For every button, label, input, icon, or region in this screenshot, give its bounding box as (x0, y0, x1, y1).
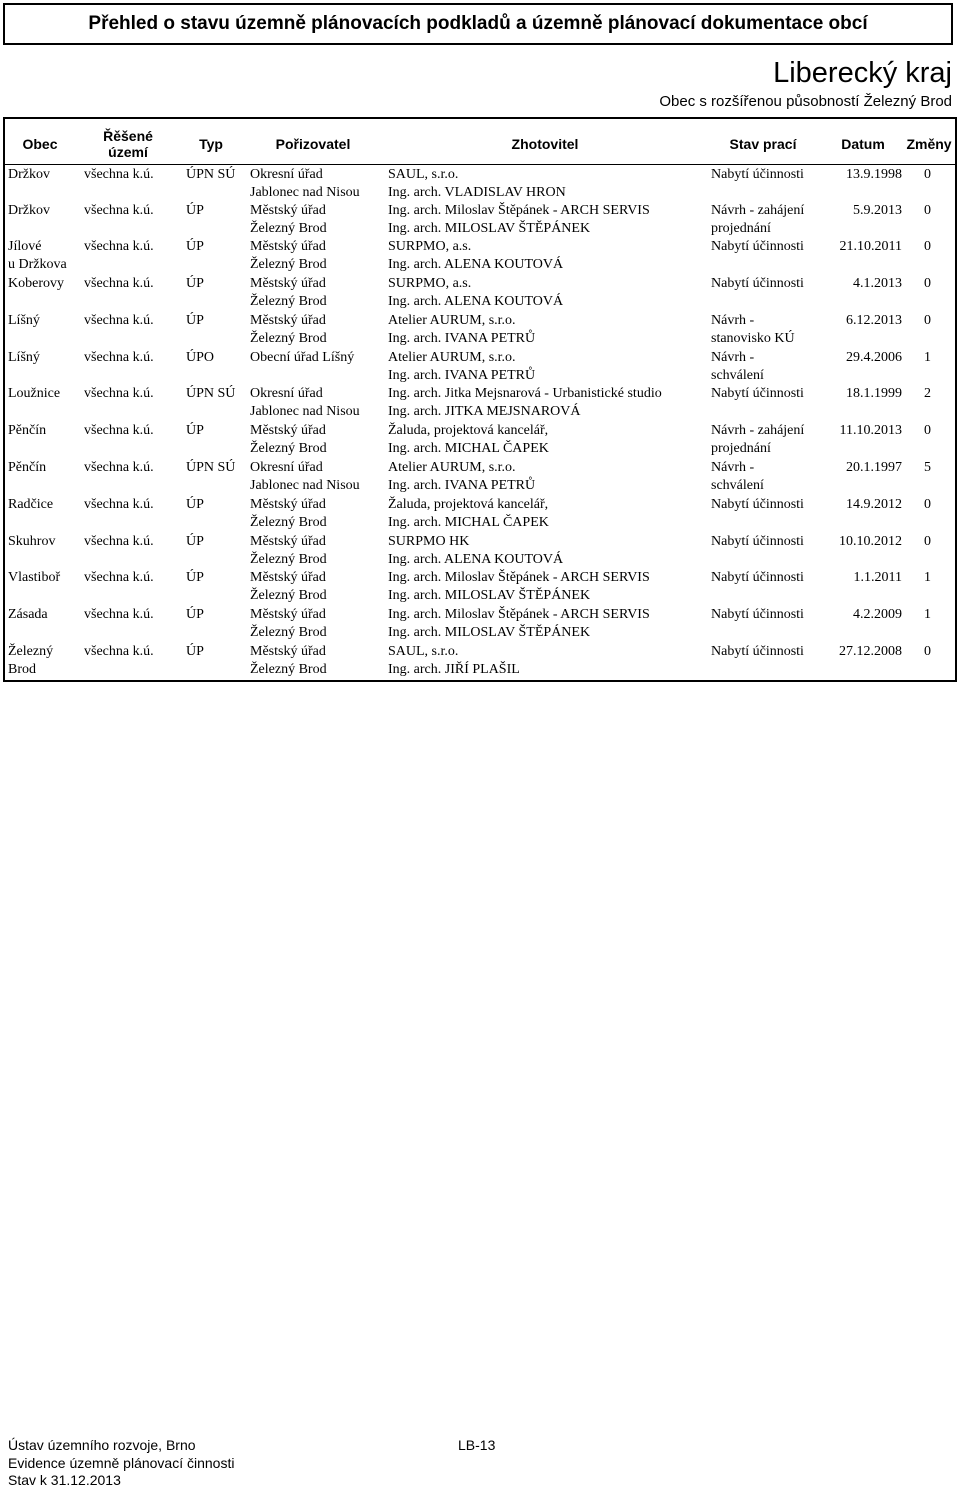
cell-datum: 10.10.2012 (839, 534, 902, 549)
cell-obec: Loužnice (8, 386, 61, 401)
cell-obec: Držkov (8, 203, 50, 218)
cell-typ: ÚP (186, 276, 204, 291)
cell-zhotovitel: SAUL, s.r.o. (388, 644, 459, 659)
footer-date: Stav k 31.12.2013 (8, 1472, 121, 1488)
cell-zhotovitel-line2: Ing. arch. MICHAL ČAPEK (388, 441, 549, 456)
table-row (5, 643, 955, 679)
cell-stav: Nabytí účinnosti (711, 644, 804, 659)
cell-zhotovitel-line2: Ing. arch. IVANA PETRŮ (388, 368, 536, 383)
table-row (5, 202, 955, 238)
cell-datum: 21.10.2011 (839, 239, 902, 254)
cell-porizovatel: Městský úřad (250, 534, 326, 549)
cell-datum: 18.1.1999 (846, 386, 902, 401)
subregion-heading: Obec s rozšířenou působností Železný Brod (659, 93, 952, 110)
cell-stav: Nabytí účinnosti (711, 239, 804, 254)
cell-obec: Líšný (8, 350, 40, 365)
cell-uzemi: všechna k.ú. (84, 534, 154, 549)
cell-zmeny: 0 (924, 203, 931, 218)
header-zhotovitel: Zhotovitel (511, 136, 579, 152)
cell-zhotovitel-line2: Ing. arch. ALENA KOUTOVÁ (388, 294, 564, 309)
cell-porizovatel: Městský úřad (250, 239, 326, 254)
cell-datum: 1.1.2011 (853, 570, 902, 585)
cell-datum: 20.1.1997 (846, 460, 902, 475)
header-uzemi (78, 124, 178, 164)
table-row (5, 385, 955, 421)
cell-obec: Pěnčín (8, 423, 47, 438)
cell-typ: ÚP (186, 423, 204, 438)
cell-uzemi: všechna k.ú. (84, 203, 154, 218)
cell-porizovatel: Obecní úřad Líšný (250, 350, 355, 365)
cell-porizovatel: Městský úřad (250, 313, 326, 328)
cell-obec-line2: u Držkova (8, 257, 67, 272)
cell-obec: Držkov (8, 167, 50, 182)
cell-zhotovitel-line2: Ing. arch. MILOSLAV ŠTĚPÁNEK (388, 221, 591, 236)
cell-zhotovitel-line2: Ing. arch. ALENA KOUTOVÁ (388, 552, 564, 567)
cell-typ: ÚP (186, 570, 204, 585)
cell-zmeny: 1 (924, 570, 931, 585)
cell-datum: 11.10.2013 (839, 423, 902, 438)
cell-zhotovitel: SURPMO HK (388, 534, 470, 549)
table-row (5, 312, 955, 348)
cell-typ: ÚP (186, 203, 204, 218)
cell-zhotovitel: Atelier AURUM, s.r.o. (388, 350, 516, 365)
table-row (5, 496, 955, 532)
cell-uzemi: všechna k.ú. (84, 276, 154, 291)
cell-porizovatel: Městský úřad (250, 644, 326, 659)
cell-obec: Líšný (8, 313, 40, 328)
cell-obec: Radčice (8, 497, 54, 512)
cell-zhotovitel: Ing. arch. Miloslav Štěpánek - ARCH SERVIS (388, 570, 650, 585)
cell-zhotovitel: Žaluda, projektová kancelář, (388, 497, 549, 512)
cell-zmeny: 0 (924, 167, 931, 182)
table-row (5, 422, 955, 458)
cell-zmeny: 0 (924, 276, 931, 291)
cell-zhotovitel-line2: Ing. arch. IVANA PETRŮ (388, 478, 536, 493)
header-datum: Datum (841, 136, 885, 152)
header-stav: Stav prací (729, 136, 797, 152)
cell-porizovatel-line2: Železný Brod (250, 662, 327, 677)
cell-uzemi: všechna k.ú. (84, 313, 154, 328)
cell-uzemi: všechna k.ú. (84, 239, 154, 254)
cell-stav: Nabytí účinnosti (711, 386, 804, 401)
cell-uzemi: všechna k.ú. (84, 350, 154, 365)
cell-zmeny: 0 (924, 313, 931, 328)
cell-zhotovitel: Žaluda, projektová kancelář, (388, 423, 549, 438)
cell-datum: 13.9.1998 (846, 167, 902, 182)
table-row (5, 569, 955, 605)
table-row (5, 459, 955, 495)
cell-stav: Nabytí účinnosti (711, 570, 804, 585)
cell-zhotovitel-line2: Ing. arch. ALENA KOUTOVÁ (388, 257, 564, 272)
cell-stav-line2: schválení (711, 368, 764, 383)
cell-stav: Návrh - (711, 350, 755, 365)
cell-porizovatel-line2: Železný Brod (250, 588, 327, 603)
cell-zmeny: 0 (924, 534, 931, 549)
cell-typ: ÚPN SÚ (186, 167, 236, 182)
cell-zmeny: 2 (924, 386, 931, 401)
cell-datum: 14.9.2012 (846, 497, 902, 512)
cell-zhotovitel: SURPMO, a.s. (388, 239, 472, 254)
cell-zhotovitel-line2: Ing. arch. VLADISLAV HRON (388, 185, 566, 200)
cell-uzemi: všechna k.ú. (84, 607, 154, 622)
cell-porizovatel: Okresní úřad (250, 460, 323, 475)
cell-zmeny: 5 (924, 460, 931, 475)
cell-porizovatel: Městský úřad (250, 570, 326, 585)
document-title-box (3, 3, 953, 45)
cell-zhotovitel-line2: Ing. arch. IVANA PETRŮ (388, 331, 536, 346)
cell-uzemi: všechna k.ú. (84, 644, 154, 659)
cell-datum: 4.2.2009 (853, 607, 902, 622)
cell-datum: 4.1.2013 (853, 276, 902, 291)
cell-zhotovitel: SAUL, s.r.o. (388, 167, 459, 182)
cell-porizovatel: Městský úřad (250, 423, 326, 438)
cell-datum: 27.12.2008 (839, 644, 902, 659)
footer-org: Ústav územního rozvoje, Brno (8, 1437, 196, 1453)
cell-stav: Návrh - zahájení (711, 423, 805, 438)
cell-stav-line2: schválení (711, 478, 764, 493)
cell-typ: ÚP (186, 313, 204, 328)
cell-stav-line2: stanovisko KÚ (711, 331, 795, 346)
cell-obec: Jílové (8, 239, 42, 254)
cell-porizovatel: Městský úřad (250, 276, 326, 291)
cell-porizovatel: Městský úřad (250, 607, 326, 622)
cell-porizovatel-line2: Železný Brod (250, 331, 327, 346)
cell-obec: Pěnčín (8, 460, 47, 475)
cell-zhotovitel-line2: Ing. arch. MILOSLAV ŠTĚPÁNEK (388, 588, 591, 603)
cell-zmeny: 0 (924, 239, 931, 254)
cell-zhotovitel-line2: Ing. arch. JITKA MEJSNAROVÁ (388, 404, 581, 419)
cell-stav: Nabytí účinnosti (711, 607, 804, 622)
cell-porizovatel-line2: Železný Brod (250, 257, 327, 272)
cell-typ: ÚPN SÚ (186, 460, 236, 475)
cell-stav: Nabytí účinnosti (711, 497, 804, 512)
cell-typ: ÚP (186, 607, 204, 622)
cell-zmeny: 1 (924, 350, 931, 365)
cell-zmeny: 0 (924, 497, 931, 512)
cell-obec-line2: Brod (8, 662, 36, 677)
cell-stav: Návrh - (711, 460, 755, 475)
cell-stav: Nabytí účinnosti (711, 167, 804, 182)
cell-porizovatel: Městský úřad (250, 497, 326, 512)
cell-zhotovitel: Ing. arch. Miloslav Štěpánek - ARCH SERVIS (388, 203, 650, 218)
cell-typ: ÚPN SÚ (186, 386, 236, 401)
cell-stav: Nabytí účinnosti (711, 534, 804, 549)
cell-zhotovitel: Atelier AURUM, s.r.o. (388, 460, 516, 475)
cell-porizovatel-line2: Železný Brod (250, 515, 327, 530)
cell-stav-line2: projednání (711, 441, 771, 456)
cell-stav: Návrh - zahájení (711, 203, 805, 218)
cell-stav: Návrh - (711, 313, 755, 328)
cell-porizovatel-line2: Jablonec nad Nisou (250, 478, 360, 493)
cell-porizovatel-line2: Železný Brod (250, 221, 327, 236)
cell-datum: 6.12.2013 (846, 313, 902, 328)
cell-datum: 5.9.2013 (853, 203, 902, 218)
cell-uzemi: všechna k.ú. (84, 460, 154, 475)
header-uzemi-line1: Řěšené (103, 128, 153, 144)
cell-typ: ÚPO (186, 350, 215, 365)
cell-zhotovitel: Atelier AURUM, s.r.o. (388, 313, 516, 328)
cell-typ: ÚP (186, 239, 204, 254)
cell-obec: Vlastiboř (8, 570, 61, 585)
header-obec: Obec (22, 136, 58, 152)
footer-evidence: Evidence územně plánovací činnosti (8, 1455, 235, 1471)
cell-zmeny: 0 (924, 423, 931, 438)
cell-zhotovitel-line2: Ing. arch. JIŘÍ PLAŠIL (388, 662, 520, 677)
table-row (5, 275, 955, 311)
table-row (5, 349, 955, 385)
cell-zmeny: 1 (924, 607, 931, 622)
cell-obec: Koberovy (8, 276, 64, 291)
header-porizovatel: Pořizovatel (275, 136, 351, 152)
header-typ: Typ (199, 136, 223, 152)
cell-typ: ÚP (186, 534, 204, 549)
header-uzemi-line2: území (108, 144, 148, 160)
cell-porizovatel-line2: Železný Brod (250, 552, 327, 567)
cell-zhotovitel-line2: Ing. arch. MILOSLAV ŠTĚPÁNEK (388, 625, 591, 640)
cell-porizovatel: Okresní úřad (250, 386, 323, 401)
cell-zmeny: 0 (924, 644, 931, 659)
cell-zhotovitel-line2: Ing. arch. MICHAL ČAPEK (388, 515, 549, 530)
table-row (5, 533, 955, 569)
region-heading: Liberecký kraj (773, 57, 952, 89)
cell-typ: ÚP (186, 644, 204, 659)
cell-porizovatel-line2: Jablonec nad Nisou (250, 404, 360, 419)
header-divider (5, 164, 955, 165)
cell-uzemi: všechna k.ú. (84, 386, 154, 401)
document-title: Přehled o stavu územně plánovacích podkladů a územně plánovací dokumentace obcí (88, 13, 868, 34)
table-row (5, 238, 955, 274)
cell-uzemi: všechna k.ú. (84, 423, 154, 438)
cell-porizovatel-line2: Železný Brod (250, 625, 327, 640)
table-row (5, 606, 955, 642)
footer-page-number: LB-13 (458, 1437, 496, 1453)
header-zmeny: Změny (906, 136, 952, 152)
cell-obec: Skuhrov (8, 534, 56, 549)
cell-porizovatel: Okresní úřad (250, 167, 323, 182)
cell-porizovatel-line2: Jablonec nad Nisou (250, 185, 360, 200)
cell-obec: Zásada (8, 607, 48, 622)
cell-porizovatel-line2: Železný Brod (250, 294, 327, 309)
cell-stav: Nabytí účinnosti (711, 276, 804, 291)
table-row (5, 166, 955, 202)
cell-stav-line2: projednání (711, 221, 771, 236)
cell-zhotovitel: Ing. arch. Miloslav Štěpánek - ARCH SERVIS (388, 607, 650, 622)
cell-obec: Železný (8, 644, 54, 659)
cell-zhotovitel: Ing. arch. Jitka Mejsnarová - Urbanistické studio (388, 386, 662, 401)
cell-datum: 29.4.2006 (846, 350, 902, 365)
cell-porizovatel-line2: Železný Brod (250, 441, 327, 456)
cell-uzemi: všechna k.ú. (84, 497, 154, 512)
cell-zhotovitel: SURPMO, a.s. (388, 276, 472, 291)
cell-uzemi: všechna k.ú. (84, 167, 154, 182)
cell-porizovatel: Městský úřad (250, 203, 326, 218)
cell-uzemi: všechna k.ú. (84, 570, 154, 585)
cell-typ: ÚP (186, 497, 204, 512)
